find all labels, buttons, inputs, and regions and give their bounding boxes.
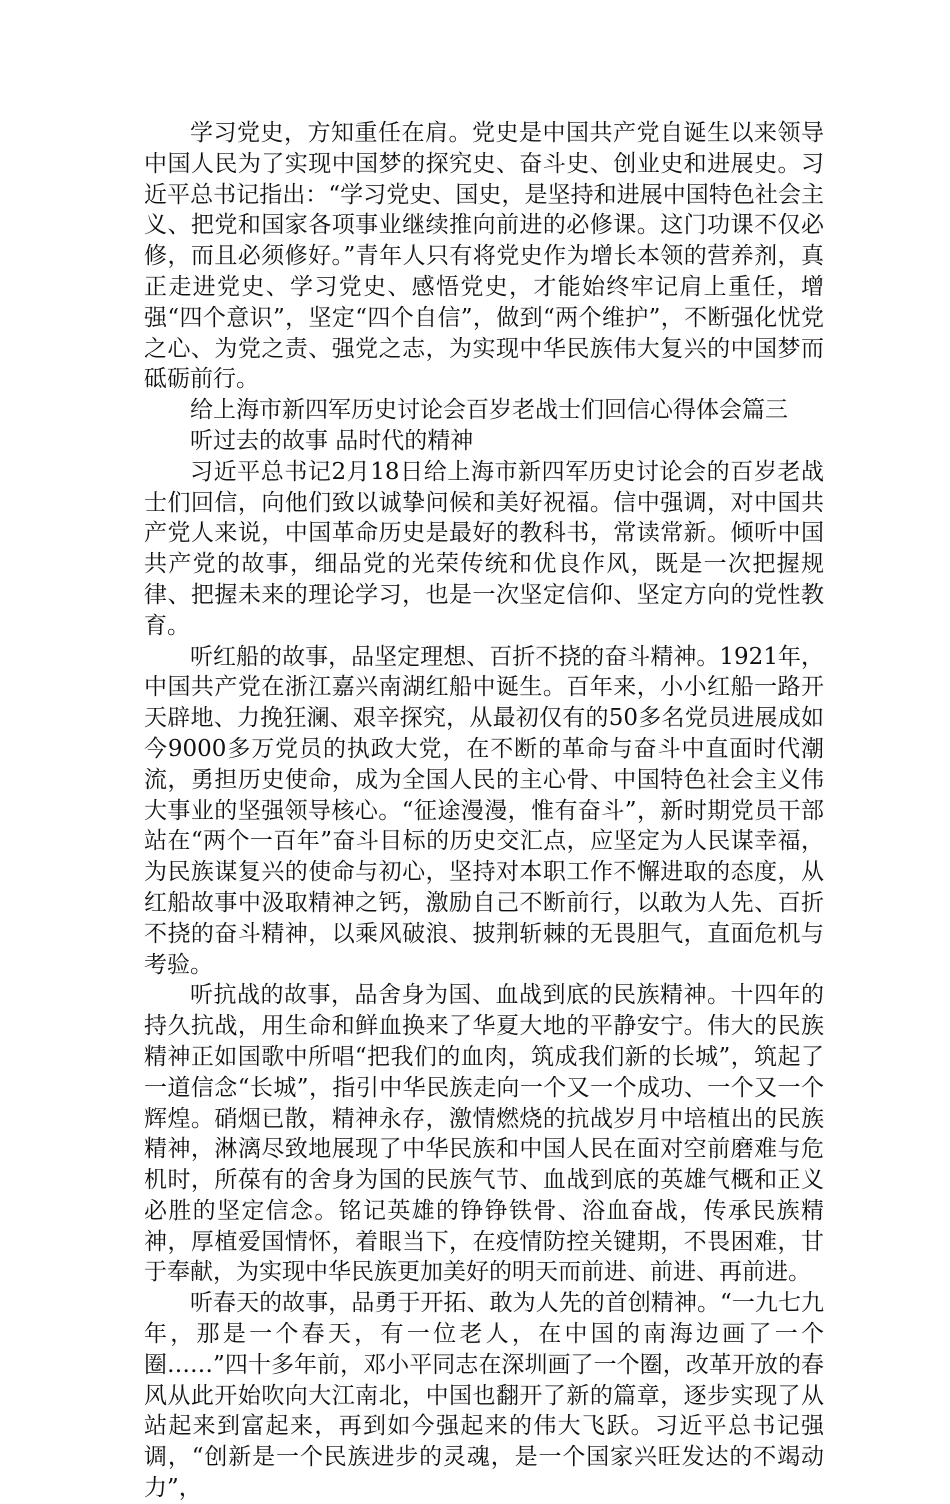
paragraph-party-history: 学习党史，方知重任在肩。党史是中国共产党自诞生以来领导中国人民为了实现中国梦的探究史、奋斗史、创业史和进展史。习近平总书记指出：“学习党史、国史，是坚持和进展中国特色社会主义、把党和国家各项事业继续推向前进的必修课。这门功课不仅必修，而且必须修好。”青年人只有将党史作为增长本领的营养剂，真正走进党史、学习党史、感悟党史，才能始终牢记肩上重任，增强“四个意识”，坚定“四个自信”，做到“两个维护”，不断强化忧党之心、为党之责、强党之志，为实现中华民族伟大复兴的中国梦而砥砺前行。 <box>144 120 824 393</box>
paragraph-spring-story: 听春天的故事，品勇于开拓、敢为人先的首创精神。“一九七九年，那是一个春天，有一位老人，在中国的南海边画了一个圈……”四十多年前，邓小平同志在深圳画了一个圈，改革开放的春风从此开始吹向大江南北，中国也翻开了新的篇章，逐步实现了从站起来到富起来，再到如今强起来的伟大飞跃。习近平总书记强调，“创新是一个民族进步的灵魂，是一个国家兴旺发达的不竭动力”， <box>144 1290 824 1502</box>
section-title: 给上海市新四军历史讨论会百岁老战士们回信心得体会篇三 <box>190 397 788 424</box>
paragraph-reply-letter: 习近平总书记2月18日给上海市新四军历史讨论会的百岁老战士们回信，向他们致以诚挚问候和美好祝福。信中强调，对中国共产党人来说，中国革命历史是最好的教科书，常读常新。倾听中国共产党的故事，细品党的光荣传统和优良作风，既是一次把握规律、把握未来的理论学习，也是一次坚定信仰、坚定方向的党性教育。 <box>144 458 824 639</box>
paragraph-red-boat: 听红船的故事，品坚定理想、百折不挠的奋斗精神。1921年，中国共产党在浙江嘉兴南湖红船中诞生。百年来，小小红船一路开天辟地、力挽狂澜、艰辛探究，从最初仅有的50多名党员进展成如今9000多万党员的执政大党，在不断的革命与奋斗中直面时代潮流，勇担历史使命，成为全国人民的主心骨、中国特色社会主义伟大事业的坚强领导核心。“征途漫漫，惟有奋斗”，新时期党员干部站在“两个一百年”奋斗目标的历史交汇点，应坚定为人民谋幸福，为民族谋复兴的使命与初心，坚持对本职工作不懈进取的态度，从红船故事中汲取精神之钙，激励自己不断前行，以敢为人先、百折不挠的奋斗精神，以乘风破浪、披荆斩棘的无畏胆气，直面危机与考验。 <box>144 643 824 978</box>
document-page <box>144 118 824 1504</box>
paragraph-war-of-resistance: 听抗战的故事，品舍身为国、血战到底的民族精神。十四年的持久抗战，用生命和鲜血换来了华夏大地的平静安宁。伟大的民族精神正如国歌中所唱“把我们的血肉，筑成我们新的长城”，筑起了一道信念“长城”，指引中华民族走向一个又一个成功、一个又一个辉煌。硝烟已散，精神永存，激情燃烧的抗战岁月中培植出的民族精神，淋漓尽致地展现了中华民族和中国人民在面对空前磨难与危机时，所葆有的舍身为国的民族气节、血战到底的英雄气概和正义必胜的坚定信念。铭记英雄的铮铮铁骨、浴血奋战，传承民族精神，厚植爱国情怀，着眼当下，在疫情防控关键期，不畏困难，甘于奉献，为实现中华民族更加美好的明天而前进、前进、再前进。 <box>144 982 824 1286</box>
section-subtitle: 听过去的故事 品时代的精神 <box>190 427 474 454</box>
